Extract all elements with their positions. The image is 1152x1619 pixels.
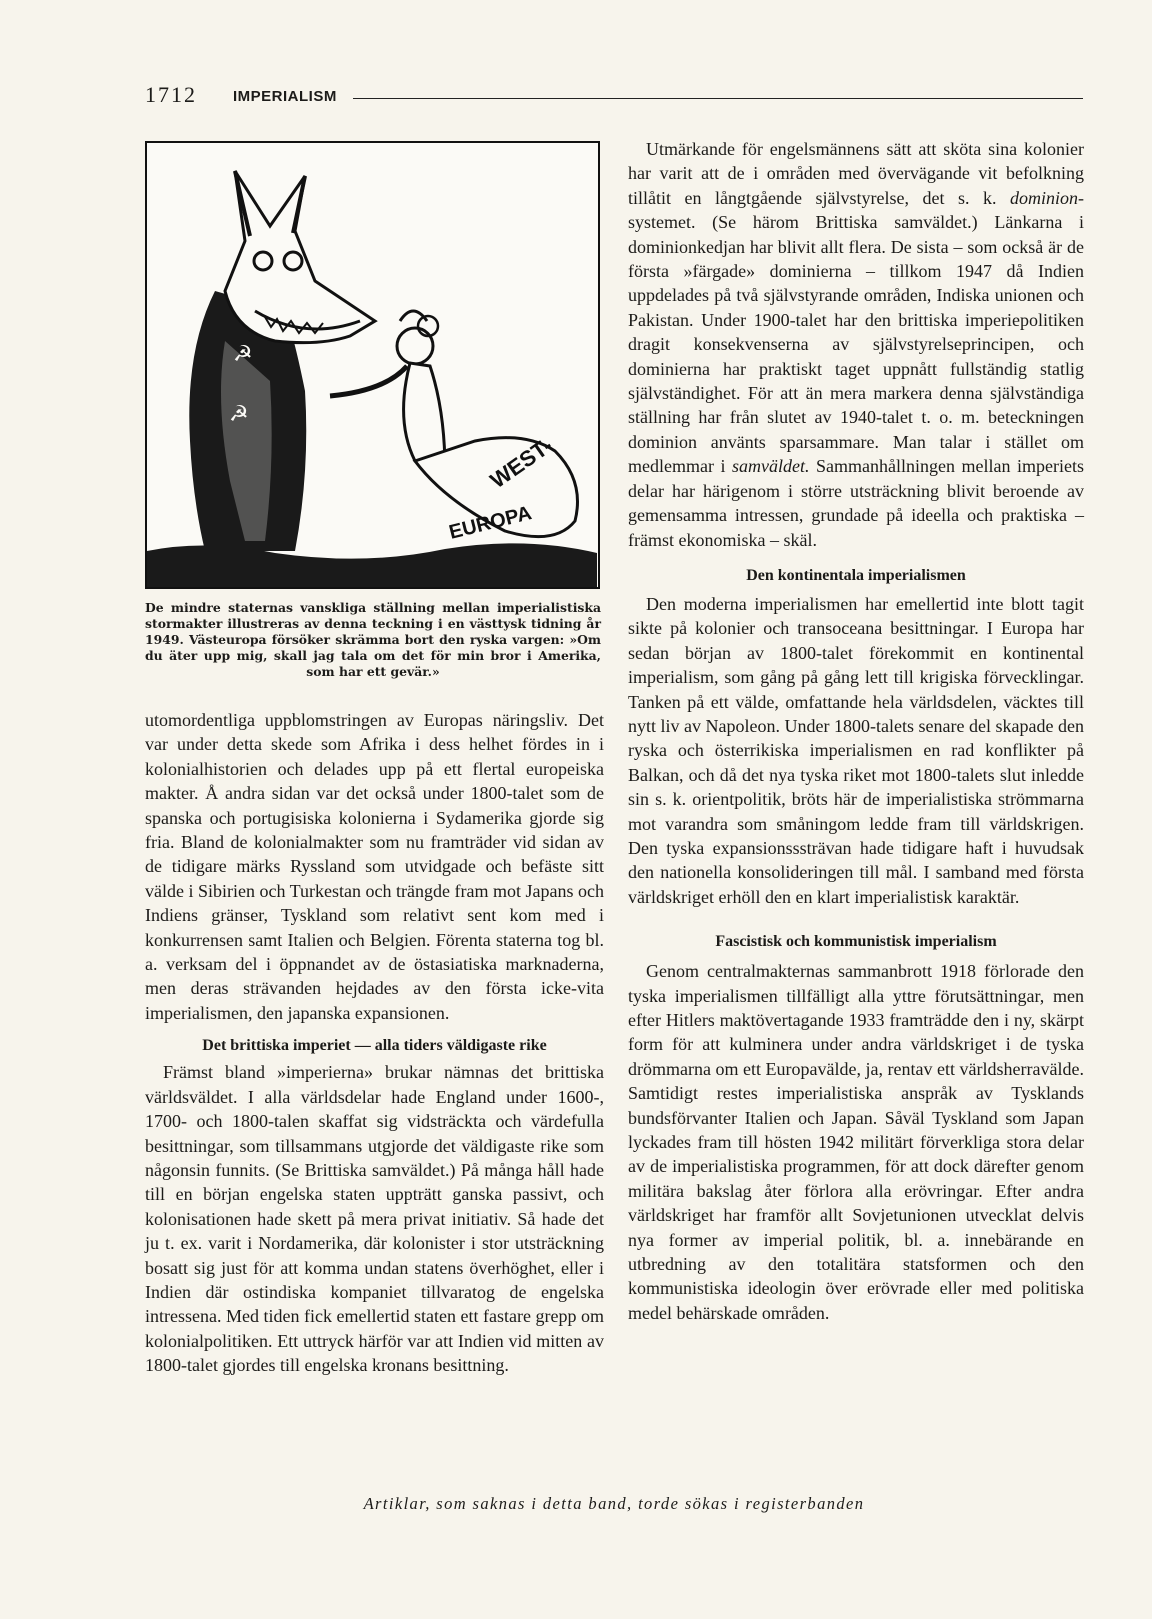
figure-caption: De mindre staternas vanskliga ställning mellan imperialistiska stormakter illustreras av denna teckning i en västtysk tidning år 1949. Västeuropa försöker skrämma bort den ryska vargen: »Om du äter upp mig, skall jag tala om det för min bror i Amerika, som har ett gevär.» bbox=[145, 600, 601, 679]
girl-head bbox=[397, 328, 433, 364]
figure-label-europa: EUROPA bbox=[446, 502, 534, 544]
section-heading-continental: Den kontinentala imperialismen bbox=[746, 566, 966, 584]
hammer-sickle-icon: ☭ bbox=[233, 342, 253, 367]
cartoon-illustration bbox=[145, 141, 600, 589]
header-rule bbox=[353, 98, 1083, 99]
page-number: 1712 bbox=[145, 82, 197, 107]
term-samvaldet: samväldet. bbox=[732, 456, 810, 477]
term-dominion: dominion bbox=[1009, 187, 1078, 208]
left-paragraph-2: Främst bland »imperierna» brukar nämnas det brittiska världsväldet. I alla världsdelar hade England under 1600-, 1700- och 1800-talen skaffat sig vidsträckta och värdefulla besittningar, som tillsammans utgjorde det väldigaste rike som någonsin funnits. (Se Brittiska samväldet.) På många håll hade till en början engelska staten uppträtt ganska passivt, och kolonisationen hade skett på mera privat initiativ. Så hade det ju t. ex. varit i Nordamerika, där kolonister i stor utsträckning bosatt sig just för att komma undan statens överhöghet, eller i Indien där ostindiska kompaniet tillvaratog de engelska intressena. Med tiden fick emellertid staten ett fastare grepp om kolonialpolitiken. Ett uttryck härför var att Indien vid mitten av 1800-talet gjordes till engelska kronans besittning. bbox=[145, 1062, 604, 1376]
right-column bbox=[628, 137, 1084, 1325]
figure-label-west: WEST- bbox=[485, 432, 557, 494]
right-paragraph-3: Genom centralmakternas sammanbrott 1918 förlorade den tyska imperialismen tillfälligt alla yttre förutsättningar, men efter Hitlers maktövertagande 1933 framträdde den i ny, skärpt form för att kulminera under andra världskriget i de tyska drömmarna om ett Europavälde, ja, rentav ett världsherravälde. Samtidigt restes imperialistiska anspråk av Tysklands bundsförvanter Italien och Japan. Såväl Tyskland som Japan lyckades fram till hösten 1942 militärt förverkliga stora delar av de imperialistiska programmen, för att dock därefter genom militära bakslag åter förlora alla erövringar. Efter andra världskriget har framför allt Sovjetunionen utvecklat delvis nya former av imperial politik, bl. a. innebärande en utbredning av den totalitära statsformen och den kommunistiska ideologin över erövrade eller med politiska medel behärskade områden. bbox=[628, 961, 1084, 1323]
section-heading-british-empire: Det brittiska imperiet — alla tiders väldigaste rike bbox=[202, 1037, 547, 1055]
section-heading-fascist-communist: Fascistisk och kommunistisk imperialism bbox=[715, 933, 997, 951]
cartoon-figure bbox=[145, 141, 600, 589]
left-paragraph-1: utomordentliga uppblomstringen av Europas näringsliv. Det var under detta skede som Afrika i dess helhet fördes in i kolonialhistorien och delades upp på ett flertal europeiska makter. Å andra sidan var det också under 1800-talet som de spanska och portugisiska kolonierna i Sydamerika gjorde sig fria. Bland de kolonialmakter som nu framträder vid sidan av de tidigare märks Ryssland som utvidgade och befäste sitt välde i Sibirien och Turkestan och trängde fram mot Japans och Indiens gränser, Tyskland som relativt sent kom med i konkurrensen samt Italien och Belgien. Förenta staterna tog bl. a. verksam del i öppnandet av de östasiatiska marknaderna, men deras strävanden hejdades av den första icke-vita imperialismen, den japanska expansionen. bbox=[145, 710, 604, 1023]
page-footer: Artiklar, som saknas i detta band, torde sökas i registerbanden bbox=[363, 1494, 865, 1513]
hammer-sickle-icon: ☭ bbox=[229, 402, 249, 427]
right-paragraph-1: Utmärkande för engelsmännens sätt att sköta sina kolonier har varit att de i områden med övervägande vit befolkning tillåtit en långtgående självstyrelse, det s. k. dominion-systemet. (Se härom Brittiska samväldet.) Länkarna i dominionkedjan har blivit allt flera. De sista – som också är de första »färgade» dominierna – tillkom 1947 då Indien uppdelades på två självstyrande områden, Indiska unionen och Pakistan. Under 1900-talet har den brittiska imperiepolitiken dragit konsekvenserna av självstyrelseprincipen, och dominierna har praktiskt taget uppnått fullständig statlig självständighet. För att än mera markera denna självständiga ställning har från slutet av 1940-talet t. o. m. beteckningen dominion använts sparsammare. Man talar i stället om medlemmar i samväldet. Sammanhållningen mellan imperiets delar har härigenom i större utsträckning blivit beroende av gemensamma intressen, grundade på ideella och praktiska – främst ekonomiska – skäl. bbox=[628, 139, 1085, 550]
right-paragraph-2: Den moderna imperialismen har emellertid inte blott tagit sikte på kolonier och transoceana besittningar. I Europa har sedan början av 1800-talet förekommit en kontinental imperialism, som gång på gång lett till krigiska förvecklingar. Tanken på ett välde, omfattande hela världsdelen, väcktes till nytt liv av Napoleon. Under 1800-talets senare del skapade den ryska och österrikiska imperialismen en rad konflikter på Balkan, och då det nya tyska riket mot 1800-talets slut inledde sin s. k. orientpolitik, bröts här de imperialistiska strömmarna mot varandra som småningom ledde fram till världskrigen. Den tyska expansionsssträvan hade tidigare haft i huvudsak den nationella konsolideringen till mål. I samband med första världskriget erhöll den en klart imperialistisk karaktär. bbox=[628, 593, 1084, 907]
left-column bbox=[145, 708, 604, 1378]
running-head: IMPERIALISM bbox=[233, 88, 337, 105]
page-header bbox=[145, 82, 1083, 112]
